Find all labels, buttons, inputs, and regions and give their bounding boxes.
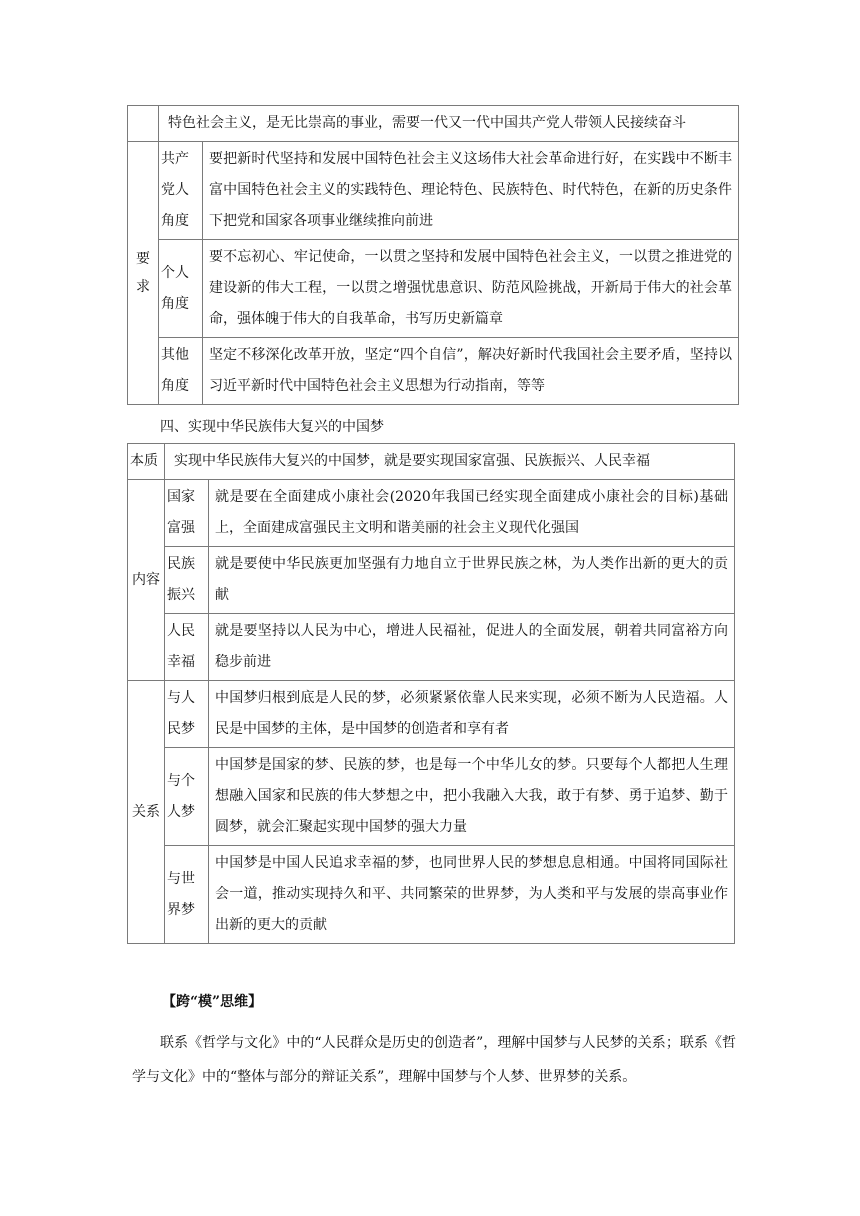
cross-module-heading: 【跨“模”思维】 (162, 994, 263, 1010)
row-text: 中国梦归根到底是人民的梦，必须紧紧依靠人民来实现，必须不断为人民造福。人民是中国梦的主体，是中国梦的创造者和享有者 (209, 681, 735, 748)
essence-label: 本质 (128, 444, 165, 480)
row-label: 国家富强 (165, 480, 209, 547)
relation-label: 关系 (128, 681, 165, 944)
row-text: 就是要使中华民族更加坚强有力地自立于世界民族之林，为人类作出新的更大的贡献 (209, 547, 735, 614)
requirements-label: 要求 (128, 142, 159, 405)
row-label: 与世界梦 (165, 846, 209, 944)
china-dream-table (127, 443, 735, 944)
row-label: 与人民梦 (165, 681, 209, 748)
row-label: 共产党人角度 (159, 142, 203, 240)
requirements-table (127, 105, 739, 405)
row-label: 人民幸福 (165, 614, 209, 681)
cross-module-paragraph: 联系《哲学与文化》中的“人民群众是历史的创造者”，理解中国梦与人民梦的关系；联系《哲学与文化》中的“整体与部分的辩证关系”，理解中国梦与个人梦、世界梦的关系。 (132, 1035, 736, 1085)
row-label: 与个人梦 (165, 748, 209, 846)
row-label: 民族振兴 (165, 547, 209, 614)
table1-top-text: 特色社会主义，是无比崇高的事业，需要一代又一代中国共产党人带领人民接续奋斗 (159, 106, 739, 142)
section-heading: 四、实现中华民族伟大复兴的中国梦 (160, 419, 384, 435)
row-label: 个人角度 (159, 240, 203, 338)
row-text: 中国梦是国家的梦、民族的梦，也是每一个中华儿女的梦。只要每个人都把人生理想融入国家和民族的伟大梦想之中，把小我融入大我，敢于有梦、勇于追梦、勤于圆梦，就会汇聚起实现中国梦的强大力量 (209, 748, 735, 846)
content-label: 内容 (128, 480, 165, 681)
row-label: 其他角度 (159, 338, 203, 405)
row-text: 要把新时代坚持和发展中国特色社会主义这场伟大社会革命进行好，在实践中不断丰富中国特色社会主义的实践特色、理论特色、民族特色、时代特色，在新的历史条件下把党和国家各项事业继续推向前进 (203, 142, 739, 240)
row-text: 就是要坚持以人民为中心，增进人民福祉，促进人的全面发展，朝着共同富裕方向稳步前进 (209, 614, 735, 681)
essence-text: 实现中华民族伟大复兴的中国梦，就是要实现国家富强、民族振兴、人民幸福 (165, 444, 735, 480)
row-text: 中国梦是中国人民追求幸福的梦，也同世界人民的梦想息息相通。中国将同国际社会一道，推动实现持久和平、共同繁荣的世界梦，为人类和平与发展的崇高事业作出新的更大的贡献 (209, 846, 735, 944)
row-text: 要不忘初心、牢记使命，一以贯之坚持和发展中国特色社会主义，一以贯之推进党的建设新的伟大工程，一以贯之增强忧患意识、防范风险挑战，开新局于伟大的社会革命，强体魄于伟大的自我革命，书写历史新篇章 (203, 240, 739, 338)
row-text: 坚定不移深化改革开放，坚定“四个自信”，解决好新时代我国社会主要矛盾，坚持以习近平新时代中国特色社会主义思想为行动指南，等等 (203, 338, 739, 405)
row-text: 就是要在全面建成小康社会(2020年我国已经实现全面建成小康社会的目标)基础上，全面建成富强民主文明和谐美丽的社会主义现代化强国 (209, 480, 735, 547)
